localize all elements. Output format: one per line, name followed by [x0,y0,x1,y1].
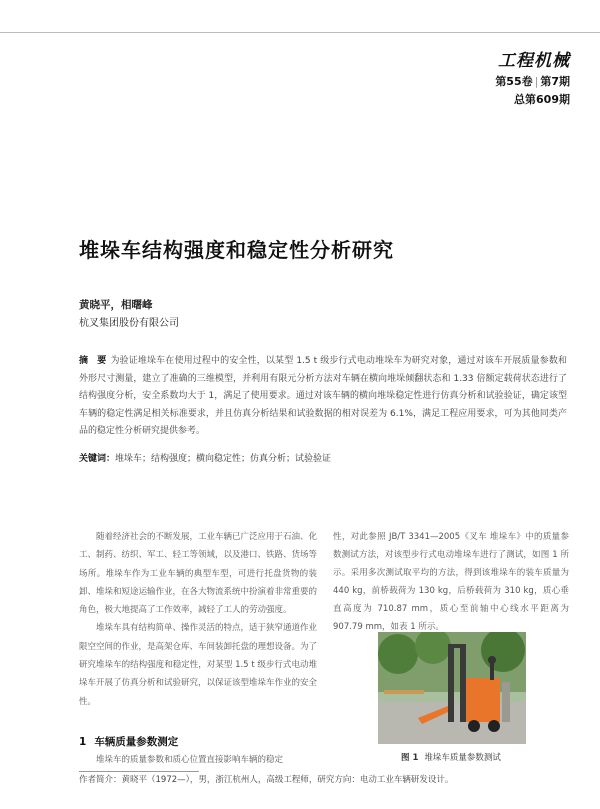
journal-issue: 第7期 [540,75,570,88]
stacker-photo [378,632,526,744]
tree-foliage [378,634,418,674]
body-right-column: 性，对此参照 JB/T 3341—2005《叉车 堆垛车》中的质量参数测试方法，对该型步行式电动堆垛车进行了测试，如图 1 所示。采用多次测试取平均的方法，得到该堆垛车的装车质量为 440 kg，前桥载荷为 130 kg，后桥载荷为 310 kg，质心垂直高度为 710.87 mm，质心至前轴中心线水平距离为 907.79 mm，如表 1 所示。 [333,532,569,632]
figure-photo [378,632,526,744]
body-paragraph-2: 堆垛车具有结构简单、操作灵活的特点，适于狭窄通道作业限空空间的作业，是高架仓库、车间装卸托盘的理想设备。为了研究堆垛车的结构强度和稳定性，对某型 1.5 t 级步行式电动堆垛车开展了仿真分析和试验研究，以保证该型堆垛车作业的安全性。 [79,623,318,707]
tiller-handle [488,656,496,664]
section-heading [79,734,178,749]
abstract-text: 为验证堆垛车在使用过程中的安全性，以某型 1.5 t 级步行式电动堆垛车为研究对象，通过对该车开展质量参数和外形尺寸测量，建立了准确的三维模型，并利用有限元分析方法对车辆在横向堆垛倾翻状态和 1.33 倍额定载荷状态进行了结构强度分析，安全系数均大于 1，满足了使用要求。通过对该车辆的横向堆垛稳定性进行仿真分析和试验验证，确定该型车辆的稳定性满足相关标准要求，并且仿真分析结果和试验数据的相对误差为 6.1%，满足工程应用要求，可为其他同类产品的稳定性分析研究提供参考。 [79,356,567,436]
stacker-body [466,678,500,722]
figure-caption-text: 堆垛车质量参数测试 [424,753,501,763]
header-rule [0,32,600,33]
test-scale-post [502,682,510,722]
body-paragraph-3: 堆垛车的质量参数和质心位置直接影响车辆的稳定 [96,755,284,765]
body-paragraph-1: 随着经济社会的不断发展，工业车辆已广泛应用于石油、化工、制药、纺织、军工、轻工等领域，以及港口、铁路、货场等场所。堆垛车作为工业车辆的典型车型，可进行托盘货物的装卸、堆垛和短途运输作业，在各大物流系统中扮演着非常重要的角色，极大地提高了工作效率，减轻了工人的劳动强度。 [79,532,318,616]
article-authors: 黄晓平，相曙峰 [79,299,153,311]
figure-number: 图 1 [401,753,419,763]
journal-volume: 第55卷 [495,75,533,88]
journal-name: 工程机械 [498,51,570,71]
footnote-rule [79,771,199,772]
keywords-label: 关键词： [79,454,116,464]
stacker-wheel [468,720,480,732]
section-title: 车辆质量参数测定 [94,736,179,748]
journal-total-issue: 总第609期 [514,93,570,106]
keywords [79,451,567,464]
figure-caption [333,751,569,763]
author-footnote: 作者简介：黄晓平（1972—），男，浙江杭州人，高级工程师，研究方向：电动工业车辆研发设计。 [79,775,454,785]
stacker-mast-right [460,644,466,722]
article-title: 堆垛车结构强度和稳定性分析研究 [79,238,394,262]
vol-issue-separator: | [534,75,539,88]
section-number: 1 [79,736,87,748]
mast-crossbar [448,644,466,648]
article-affiliation: 杭叉集团股份有限公司 [79,318,179,329]
journal-volume-issue [495,73,570,89]
stacker-tiller [490,662,494,680]
pallet-board [384,690,424,694]
abstract-label: 摘 要 [79,356,107,366]
stacker-mast-left [448,644,454,722]
body-left-column [79,528,317,711]
keywords-text: 堆垛车；结构强度；横向稳定性；仿真分析；试验验证 [115,454,332,464]
stacker-wheel [488,720,500,732]
abstract [79,353,567,441]
